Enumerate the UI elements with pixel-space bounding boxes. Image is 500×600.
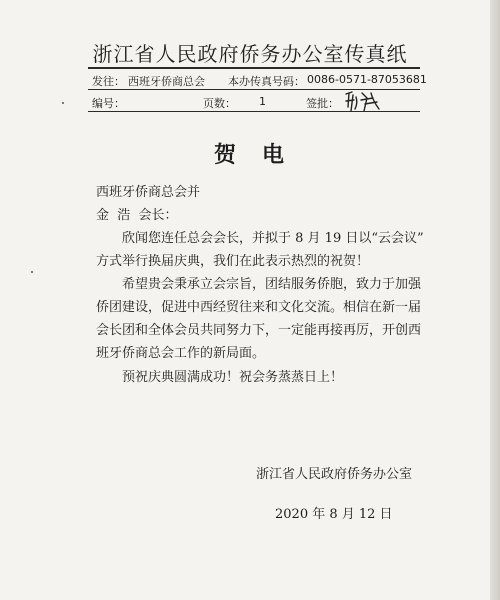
paragraph-2-line-3: 会长团和全体会员共同努力下，一定能再接再厉，开创西 xyxy=(96,323,422,338)
pages-label: 页数： xyxy=(203,97,236,110)
recipient-line-1: 西班牙侨商总会并 xyxy=(96,185,201,200)
letterhead-title: 浙江省人民政府侨务办公室传真纸 xyxy=(92,42,408,66)
header-rule-bottom xyxy=(88,111,420,112)
fax-number-value: 0086-0571-87053681 xyxy=(307,73,427,86)
paragraph-1-line-1: 欣闻您连任总会会长，并拟于 8 月 19 日以“云会议” xyxy=(122,231,424,246)
paragraph-1-line-2: 方式举行换届庆典，我们在此表示热烈的祝贺！ xyxy=(96,254,370,269)
paragraph-2-line-2: 侨团建设，促进中西经贸往来和文化交流。相信在新一届 xyxy=(96,300,422,315)
paragraph-2-line-4: 班牙侨商总会工作的新局面。 xyxy=(96,346,266,361)
sender-organization: 浙江省人民政府侨务办公室 xyxy=(256,467,413,482)
sender-value: 西班牙侨商总会 xyxy=(128,75,205,88)
recipient-line-2: 金 浩 会长： xyxy=(96,208,178,223)
header-rule-top xyxy=(88,67,420,69)
fax-number-label: 本办传真号码： xyxy=(228,75,305,88)
page-edge-shadow xyxy=(490,0,500,600)
letter-date: 2020 年 8 月 12 日 xyxy=(275,507,393,522)
scan-speck xyxy=(62,102,64,104)
scan-speck xyxy=(31,271,33,273)
sender-label: 发往： xyxy=(92,75,125,88)
document-title: 贺电 xyxy=(214,143,311,168)
number-label: 编号： xyxy=(92,97,125,110)
paragraph-3-line-1: 预祝庆典圆满成功！祝会务蒸蒸日上！ xyxy=(122,370,344,385)
paragraph-2-line-1: 希望贵会秉承立会宗旨，团结服务侨胞，致力于加强 xyxy=(122,277,422,292)
pages-value: 1 xyxy=(259,95,266,108)
signoff-label: 签批： xyxy=(306,97,339,110)
